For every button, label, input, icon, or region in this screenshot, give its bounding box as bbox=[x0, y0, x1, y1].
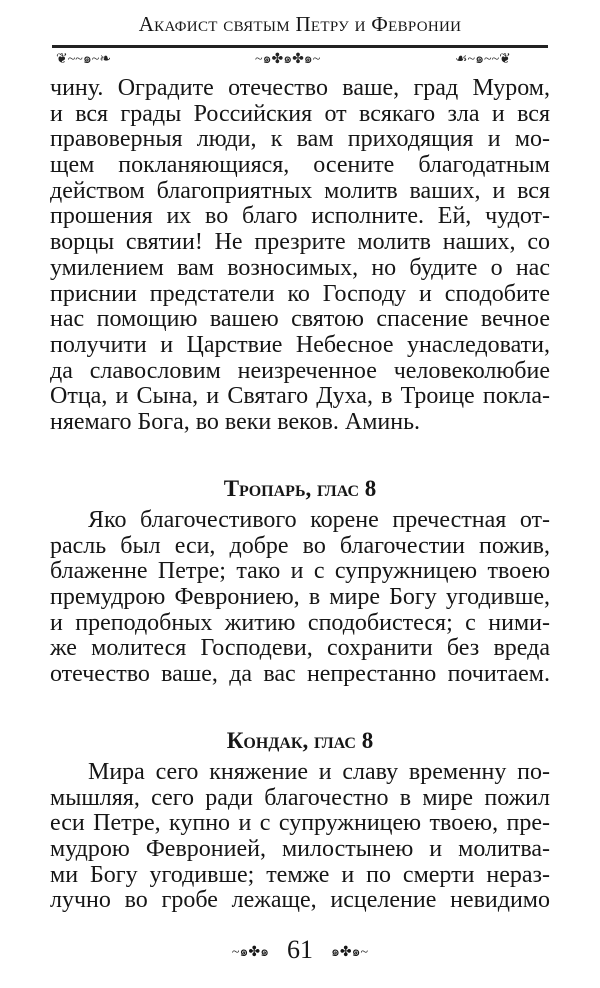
footer-ornament-left-icon: ~๑✤๑ bbox=[231, 945, 269, 961]
text-line: и преподобных житию сподобистеся; с ними- bbox=[50, 609, 550, 636]
text-line: умилением вам возносимых, но будите о нас bbox=[50, 254, 550, 281]
text-line: отечество ваше, да вас непрестанно почитаем. bbox=[50, 661, 550, 688]
text-line: приснии предстатели ко Господу и сподобите bbox=[50, 280, 550, 307]
text-line: правоверныя люди, к вам приходящия и мо- bbox=[50, 126, 550, 153]
text-line: Яко благочестивого корене пречестная от- bbox=[88, 507, 550, 533]
text-line: да славословим неизреченное человеколюбие bbox=[50, 357, 550, 384]
text-line: действом благоприятных молитв ваших, и вся bbox=[50, 177, 550, 204]
text-line: же молитеся Господеви, сохранити без вреда bbox=[50, 635, 550, 662]
troparion-section bbox=[50, 476, 550, 688]
text-line: чину. Оградите отечество ваше, град Муром, bbox=[50, 75, 550, 101]
text-line: и вся грады Российския от всякаго зла и вся bbox=[50, 100, 550, 127]
text-line: щем покланяющияся, осените благодатным bbox=[50, 152, 550, 179]
text-line: нас помощию вашею святою спасение вечное bbox=[50, 306, 550, 333]
text-line: ворцы святии! Не презрите молитв наших, со bbox=[50, 229, 550, 256]
text-line: еси Петре, купно и с супружницею твоею, пре- bbox=[50, 810, 550, 837]
text-line: няемаго Бога, во веки веков. Аминь. bbox=[50, 408, 421, 435]
ornament-center-icon: ~๑✤๑✤๑~ bbox=[255, 52, 321, 67]
paragraph-1 bbox=[50, 76, 550, 436]
text-line: прошения их во благо исполните. Ей, чудот- bbox=[50, 203, 550, 230]
text-line: расль был еси, добре во благочестии пожив, bbox=[50, 532, 550, 559]
kontakion-section bbox=[50, 728, 550, 914]
ornament-right-icon: ☙~๑~~❦ bbox=[455, 52, 511, 67]
text-line: мышляя, сего ради благочестно в мире пожил bbox=[50, 784, 550, 811]
text-line: получити и Царствие Небесное унаследовати, bbox=[50, 331, 550, 358]
kontakion-heading: Кондак, глас 8 bbox=[226, 728, 374, 753]
running-header: Акафист святым Петру и Февронии bbox=[138, 12, 462, 36]
text-line: Мира сего княжение и славу временну по- bbox=[88, 759, 550, 785]
text-line: ми Богу угодивше; темже и по смерти нераз- bbox=[50, 861, 550, 888]
text-line: блаженне Петре; тако и с супружницею твоею bbox=[50, 558, 550, 585]
troparion-heading: Тропарь, глас 8 bbox=[223, 476, 377, 501]
text-line: премудрою Феврониею, в мире Богу угодивше, bbox=[50, 584, 550, 611]
text-line: Отца, и Сына, и Святаго Духа, в Троице покла- bbox=[50, 383, 550, 410]
ornament-left-icon: ❦~~๑~❧ bbox=[56, 52, 112, 67]
page-number: 61 bbox=[287, 935, 313, 964]
text-line: лучно во гробе лежаще, исцеление невидимо bbox=[50, 887, 550, 914]
text-line: мудрою Февронией, милостынею и молитва- bbox=[50, 836, 550, 863]
page-footer bbox=[0, 935, 600, 965]
footer-ornament-right-icon: ๑✤๑~ bbox=[331, 945, 369, 961]
